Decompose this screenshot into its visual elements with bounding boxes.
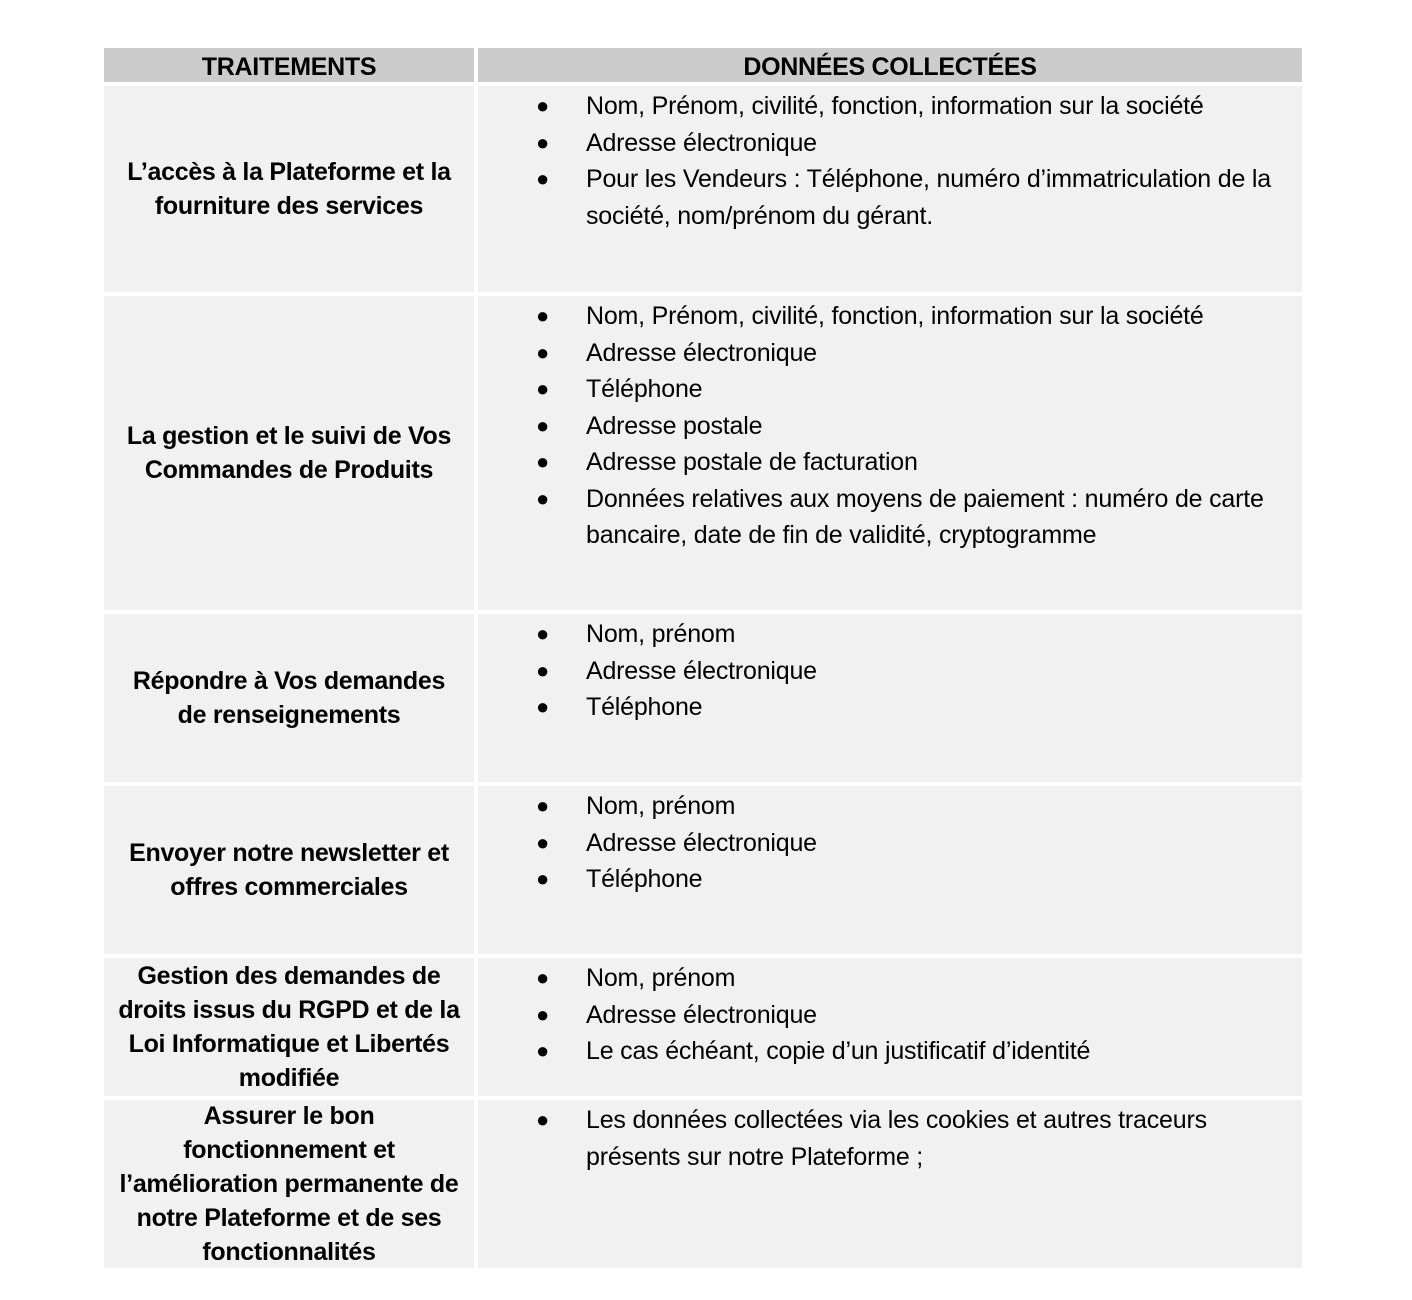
list-item-text: Adresse postale de facturation <box>586 448 918 476</box>
header-treatments: TRAITEMENTS <box>102 46 476 84</box>
collected-data-cell <box>476 612 1304 784</box>
list-item <box>526 689 1272 726</box>
table-row <box>102 956 1304 1098</box>
collected-data-list <box>526 616 1272 726</box>
bullet-icon: ● <box>536 657 550 683</box>
list-item <box>526 444 1272 481</box>
list-item-text: Les données collectées via les cookies et autres traceurs présents sur notre Plateforme ; <box>586 1106 1207 1171</box>
list-item <box>526 960 1272 997</box>
list-item <box>526 408 1272 445</box>
bullet-icon: ● <box>536 1001 550 1027</box>
bullet-icon: ● <box>536 303 550 328</box>
bullet-icon: ● <box>536 485 550 511</box>
header-collected-data: DONNÉES COLLECTÉES <box>476 46 1304 84</box>
list-item-text: Téléphone <box>586 865 703 893</box>
bullet-icon: ● <box>536 965 550 990</box>
bullet-icon: ● <box>536 449 550 474</box>
list-item-text: Adresse électronique <box>586 1000 817 1029</box>
treatment-cell <box>102 1098 476 1270</box>
list-item-text: Adresse électronique <box>586 828 817 857</box>
bullet-icon: ● <box>536 166 550 191</box>
list-item-text: Adresse électronique <box>586 128 817 157</box>
list-item-text: Téléphone <box>586 375 703 403</box>
collected-data-list <box>526 1102 1272 1175</box>
list-item <box>526 997 1272 1034</box>
bullet-icon: ● <box>536 1107 550 1132</box>
list-item <box>526 616 1272 653</box>
list-item-text: Nom, prénom <box>586 964 736 992</box>
list-item <box>526 125 1272 162</box>
collected-data-list <box>526 788 1272 898</box>
bullet-icon: ● <box>536 621 550 646</box>
list-item <box>526 653 1272 690</box>
treatment-label: La gestion et le suivi de Vos Commandes de Produits <box>126 422 452 484</box>
bullet-icon: ● <box>536 339 550 365</box>
table-body <box>102 84 1304 1270</box>
treatment-label: Répondre à Vos demandes de renseignements <box>132 667 446 729</box>
treatment-cell <box>102 294 476 612</box>
data-processing-table <box>102 46 1304 1270</box>
list-item <box>526 1102 1272 1175</box>
treatment-cell <box>102 784 476 956</box>
bullet-icon: ● <box>536 829 550 855</box>
list-item-text: Nom, prénom <box>586 792 736 820</box>
table-row <box>102 784 1304 956</box>
list-item-text: Le cas échéant, copie d’un justificatif d’identité <box>586 1037 1091 1065</box>
list-item-text: Téléphone <box>586 693 703 721</box>
treatment-cell <box>102 956 476 1098</box>
list-item <box>526 371 1272 408</box>
treatment-label: Envoyer notre newsletter et offres commerciales <box>129 839 449 901</box>
treatment-label: Assurer le bon fonctionnement et l’amélioration permanente de notre Plateforme et de ses fonctionnalités <box>119 1102 459 1266</box>
collected-data-cell <box>476 784 1304 956</box>
list-item <box>526 788 1272 825</box>
list-item <box>526 861 1272 898</box>
collected-data-cell <box>476 956 1304 1098</box>
bullet-icon: ● <box>536 412 550 438</box>
collected-data-list <box>526 960 1272 1070</box>
treatment-label: L’accès à la Plateforme et la fourniture des services <box>127 158 451 220</box>
list-item <box>526 1033 1272 1070</box>
list-item <box>526 481 1272 554</box>
treatment-cell <box>102 612 476 784</box>
bullet-icon: ● <box>536 376 550 401</box>
table-row <box>102 294 1304 612</box>
table-header-row <box>102 46 1304 84</box>
list-item-text: Données relatives aux moyens de paiement : numéro de carte bancaire, date de fin de validité, cryptogramme <box>586 484 1264 549</box>
list-item-text: Nom, Prénom, civilité, fonction, information sur la société <box>586 302 1204 330</box>
table-row <box>102 84 1304 294</box>
list-item <box>526 825 1272 862</box>
treatment-label: Gestion des demandes de droits issus du RGPD et de la Loi Informatique et Libertés modifiée <box>118 962 460 1092</box>
list-item-text: Nom, prénom <box>586 620 736 648</box>
list-item <box>526 161 1272 234</box>
collected-data-list <box>526 298 1272 554</box>
collected-data-cell <box>476 294 1304 612</box>
treatment-cell <box>102 84 476 294</box>
bullet-icon: ● <box>536 793 550 818</box>
collected-data-list <box>526 88 1272 234</box>
list-item-text: Adresse électronique <box>586 656 817 685</box>
list-item <box>526 88 1272 125</box>
list-item-text: Adresse électronique <box>586 338 817 367</box>
collected-data-cell <box>476 84 1304 294</box>
bullet-icon: ● <box>536 866 550 891</box>
list-item <box>526 298 1272 335</box>
bullet-icon: ● <box>536 129 550 155</box>
list-item-text: Nom, Prénom, civilité, fonction, information sur la société <box>586 92 1204 120</box>
table-row <box>102 612 1304 784</box>
list-item-text: Pour les Vendeurs : Téléphone, numéro d’immatriculation de la société, nom/prénom du gérant. <box>586 165 1271 230</box>
bullet-icon: ● <box>536 93 550 118</box>
collected-data-cell <box>476 1098 1304 1270</box>
bullet-icon: ● <box>536 1038 550 1063</box>
table-row <box>102 1098 1304 1270</box>
list-item-text: Adresse postale <box>586 411 763 440</box>
bullet-icon: ● <box>536 694 550 719</box>
list-item <box>526 335 1272 372</box>
